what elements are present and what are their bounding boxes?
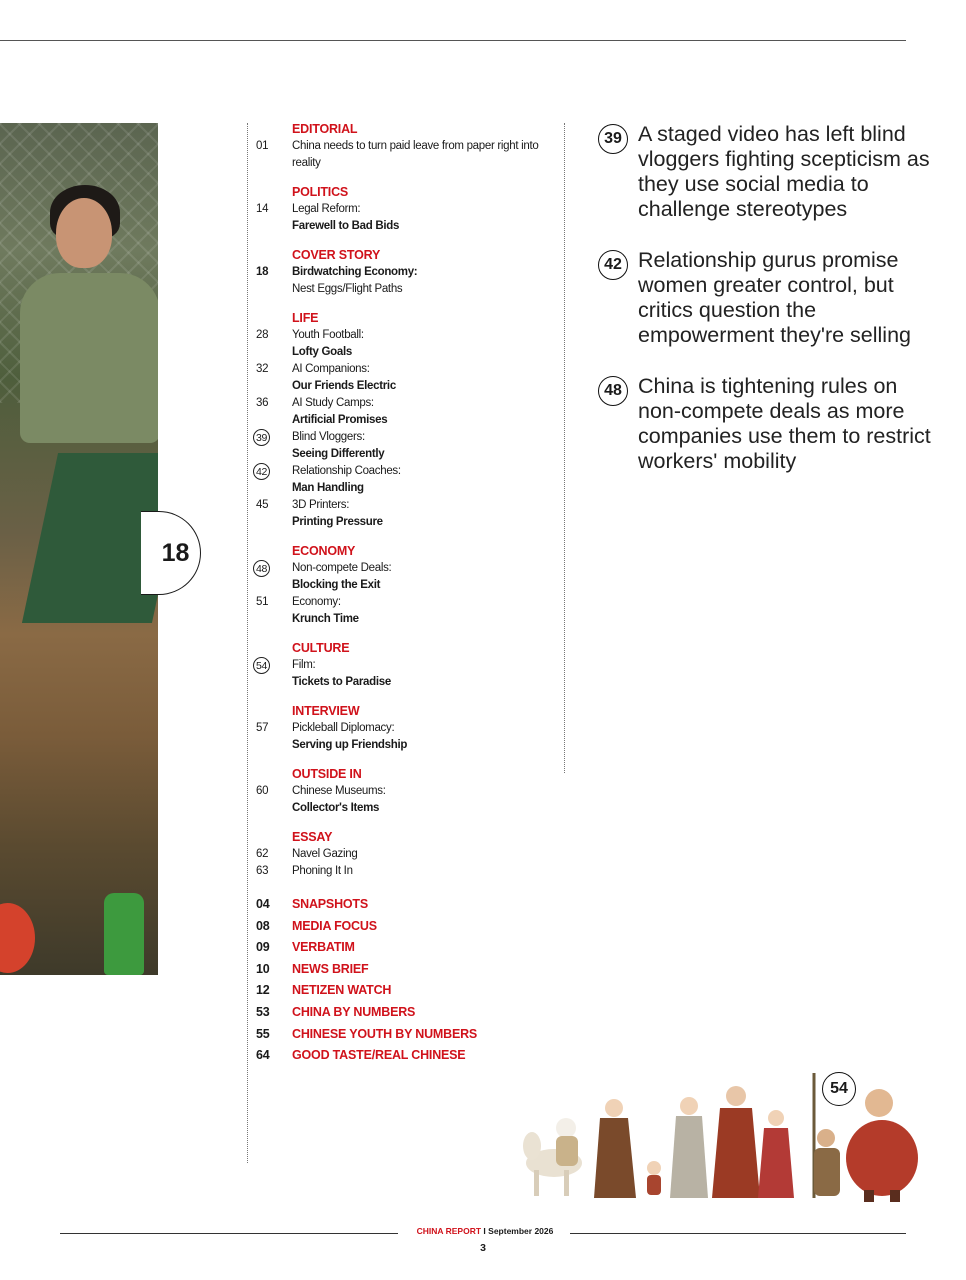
section-title: ESSAY [292,830,333,844]
photo-person-face [56,198,112,268]
quick-link-title: VERBATIM [292,940,355,955]
entry-line-1: Legal Reform: [292,203,361,215]
section-title: POLITICS [292,185,349,199]
highlight-item[interactable] [598,374,938,474]
entry-text [292,783,546,817]
entry-line-1: AI Companions: [292,363,370,375]
quick-link-title: GOOD TASTE/REAL CHINESE [292,1048,466,1063]
section-title: LIFE [292,311,319,325]
page-number-text: 60 [256,785,269,797]
page-number-text: 57 [256,722,269,734]
entry-line-2: Nest Eggs/Flight Paths [292,283,403,295]
entry-line-2: reality [292,157,321,169]
entry-page-number [256,463,292,497]
entry-text [292,201,546,235]
entry-text [292,463,546,497]
circled-page-number: 48 [253,560,270,577]
entry-page-number [256,560,292,594]
toc-section [256,310,546,531]
entry-text [292,560,546,594]
quick-link[interactable] [256,1045,546,1067]
toc-entry[interactable] [256,497,546,531]
table-of-contents [256,121,546,1067]
entry-page-number [256,497,292,531]
footer-rule-right [570,1233,906,1234]
footer-issue: September 2026 [488,1226,554,1236]
photo-person-shirt [20,273,158,443]
entry-line-2: Krunch Time [292,613,359,625]
entry-page-number [256,594,292,628]
entry-text [292,720,546,754]
circled-page-number: 42 [253,463,270,480]
entry-text [292,395,546,429]
section-title: INTERVIEW [292,704,360,718]
page-number-text: 32 [256,363,269,375]
photo-red-object [0,903,35,973]
page-number-text: 51 [256,596,269,608]
page-number-text: 14 [256,203,269,215]
page-number-text: 36 [256,397,269,409]
entry-text [292,497,546,531]
entry-line-1: Birdwatching Economy: [292,266,418,278]
toc-section [256,543,546,628]
quick-link-page: 08 [256,918,270,933]
quick-link[interactable] [256,894,546,916]
section-title: CULTURE [292,641,350,655]
circled-page-number: 54 [253,657,270,674]
top-rule [0,40,906,41]
highlight-item[interactable] [598,248,938,348]
entry-text [292,429,546,463]
quick-link[interactable] [256,916,546,938]
section-title: OUTSIDE IN [292,767,362,781]
circled-page-number: 39 [253,429,270,446]
entry-page-number [256,201,292,235]
toc-section [256,247,546,298]
toc-entry[interactable] [256,429,546,463]
entry-text [292,657,546,691]
highlight-page-badge: 48 [598,376,628,406]
page-number-text: 45 [256,499,269,511]
entry-page-number [256,846,292,863]
footer-label [404,1226,566,1236]
cover-photo [0,123,158,975]
page-number-text: 62 [256,848,269,860]
entry-line-1: Youth Football: [292,329,364,341]
entry-text [292,594,546,628]
toc-entry[interactable] [256,327,546,361]
entry-page-number [256,361,292,395]
illustration-page-badge: 54 [822,1072,856,1106]
highlight-text: Relationship gurus promise women greater control, but critics question the empowerment they're selling [638,248,911,347]
entry-line-1: Non-compete Deals: [292,562,392,574]
page-number-text: 01 [256,140,269,152]
toc-entry[interactable] [256,264,546,298]
toc-section [256,640,546,691]
quick-link[interactable] [256,1002,546,1024]
entry-text [292,264,546,298]
entry-line-2: Artificial Promises [292,414,388,426]
highlights [598,122,938,500]
highlight-text: A staged video has left blind vloggers fighting scepticism as they use social media to challenge stereotypes [638,122,930,221]
highlight-text: China is tightening rules on non-compete deals as more companies use them to restrict workers' mobility [638,374,931,473]
toc-entry[interactable] [256,783,546,817]
quick-link-page: 10 [256,961,270,976]
entry-line-2: Serving up Friendship [292,739,408,751]
entry-text [292,138,546,172]
quick-link[interactable] [256,980,546,1002]
toc-entry[interactable] [256,863,546,880]
footer-brand: CHINA REPORT [416,1226,482,1236]
toc-entry[interactable] [256,463,546,497]
toc-section [256,184,546,235]
quick-link-title: CHINA BY NUMBERS [292,1004,416,1019]
entry-line-1: AI Study Camps: [292,397,374,409]
toc-entry[interactable] [256,361,546,395]
toc-divider [247,123,248,1163]
toc-entry[interactable] [256,201,546,235]
entry-line-2: Seeing Differently [292,448,385,460]
section-title: COVER STORY [292,248,381,262]
quick-link[interactable] [256,937,546,959]
highlight-page-badge: 42 [598,250,628,280]
page-number: 3 [480,1242,486,1254]
entry-line-1: Chinese Museums: [292,785,386,797]
photo-page-badge: 18 [141,511,201,595]
section-title: EDITORIAL [292,122,358,136]
entry-line-2: Man Handling [292,482,364,494]
quick-link-page: 64 [256,1048,270,1063]
entry-line-2: Blocking the Exit [292,579,381,591]
entry-line-1: Relationship Coaches: [292,465,401,477]
quick-link[interactable] [256,1024,546,1046]
entry-line-2: Tickets to Paradise [292,676,391,688]
photo-tent [22,453,158,623]
footer-rule-left [60,1233,398,1234]
quick-link-title: CHINESE YOUTH BY NUMBERS [292,1026,478,1041]
toc-section [256,121,546,172]
highlight-page-badge: 39 [598,124,628,154]
toc-entry[interactable] [256,846,546,863]
photo-bottle [104,893,144,975]
entry-line-2: Printing Pressure [292,516,383,528]
page-number-text: 63 [256,865,269,877]
page-number-text: 28 [256,329,269,341]
highlight-item[interactable] [598,122,938,222]
quick-link-title: MEDIA FOCUS [292,918,377,933]
quick-link-title: NETIZEN WATCH [292,983,392,998]
toc-entry[interactable] [256,560,546,594]
film-characters-illustration [514,1058,944,1208]
quick-link-page: 12 [256,983,270,998]
entry-page-number [256,327,292,361]
quick-links [256,894,546,1067]
entry-line-1: Film: [292,659,316,671]
entry-line-1: China needs to turn paid leave from paper right into [292,140,539,152]
entry-page-number [256,783,292,817]
toc-entry[interactable] [256,657,546,691]
page-number-text: 18 [256,266,269,278]
entry-line-1: Blind Vloggers: [292,431,365,443]
toc-section [256,829,546,880]
entry-text [292,327,546,361]
entry-line-1: Economy: [292,596,341,608]
quick-link-title: NEWS BRIEF [292,961,369,976]
entry-line-1: Navel Gazing [292,848,358,860]
entry-line-1: Phoning It In [292,865,353,877]
entry-text [292,846,546,863]
toc-entry[interactable] [256,395,546,429]
entry-page-number [256,395,292,429]
toc-section [256,766,546,817]
footer-separator: I [483,1226,486,1236]
entry-line-1: 3D Printers: [292,499,350,511]
toc-entry[interactable] [256,138,546,172]
toc-entry[interactable] [256,720,546,754]
quick-link[interactable] [256,959,546,981]
quick-link-page: 53 [256,1004,270,1019]
quick-link-page: 55 [256,1026,270,1041]
entry-page-number [256,138,292,172]
toc-entry[interactable] [256,594,546,628]
quick-link-page: 04 [256,897,270,911]
toc-section [256,703,546,754]
entry-text [292,361,546,395]
entry-page-number [256,657,292,691]
highlights-divider [564,123,565,773]
quick-link-title: SNAPSHOTS [292,897,368,911]
entry-text [292,863,546,880]
entry-line-2: Farewell to Bad Bids [292,220,400,232]
entry-line-1: Pickleball Diplomacy: [292,722,395,734]
entry-line-2: Our Friends Electric [292,380,396,392]
section-title: ECONOMY [292,544,356,558]
entry-page-number [256,720,292,754]
entry-page-number [256,863,292,880]
entry-line-2: Lofty Goals [292,346,352,358]
entry-page-number [256,264,292,298]
entry-page-number [256,429,292,463]
entry-line-2: Collector's Items [292,802,380,814]
quick-link-page: 09 [256,940,270,955]
